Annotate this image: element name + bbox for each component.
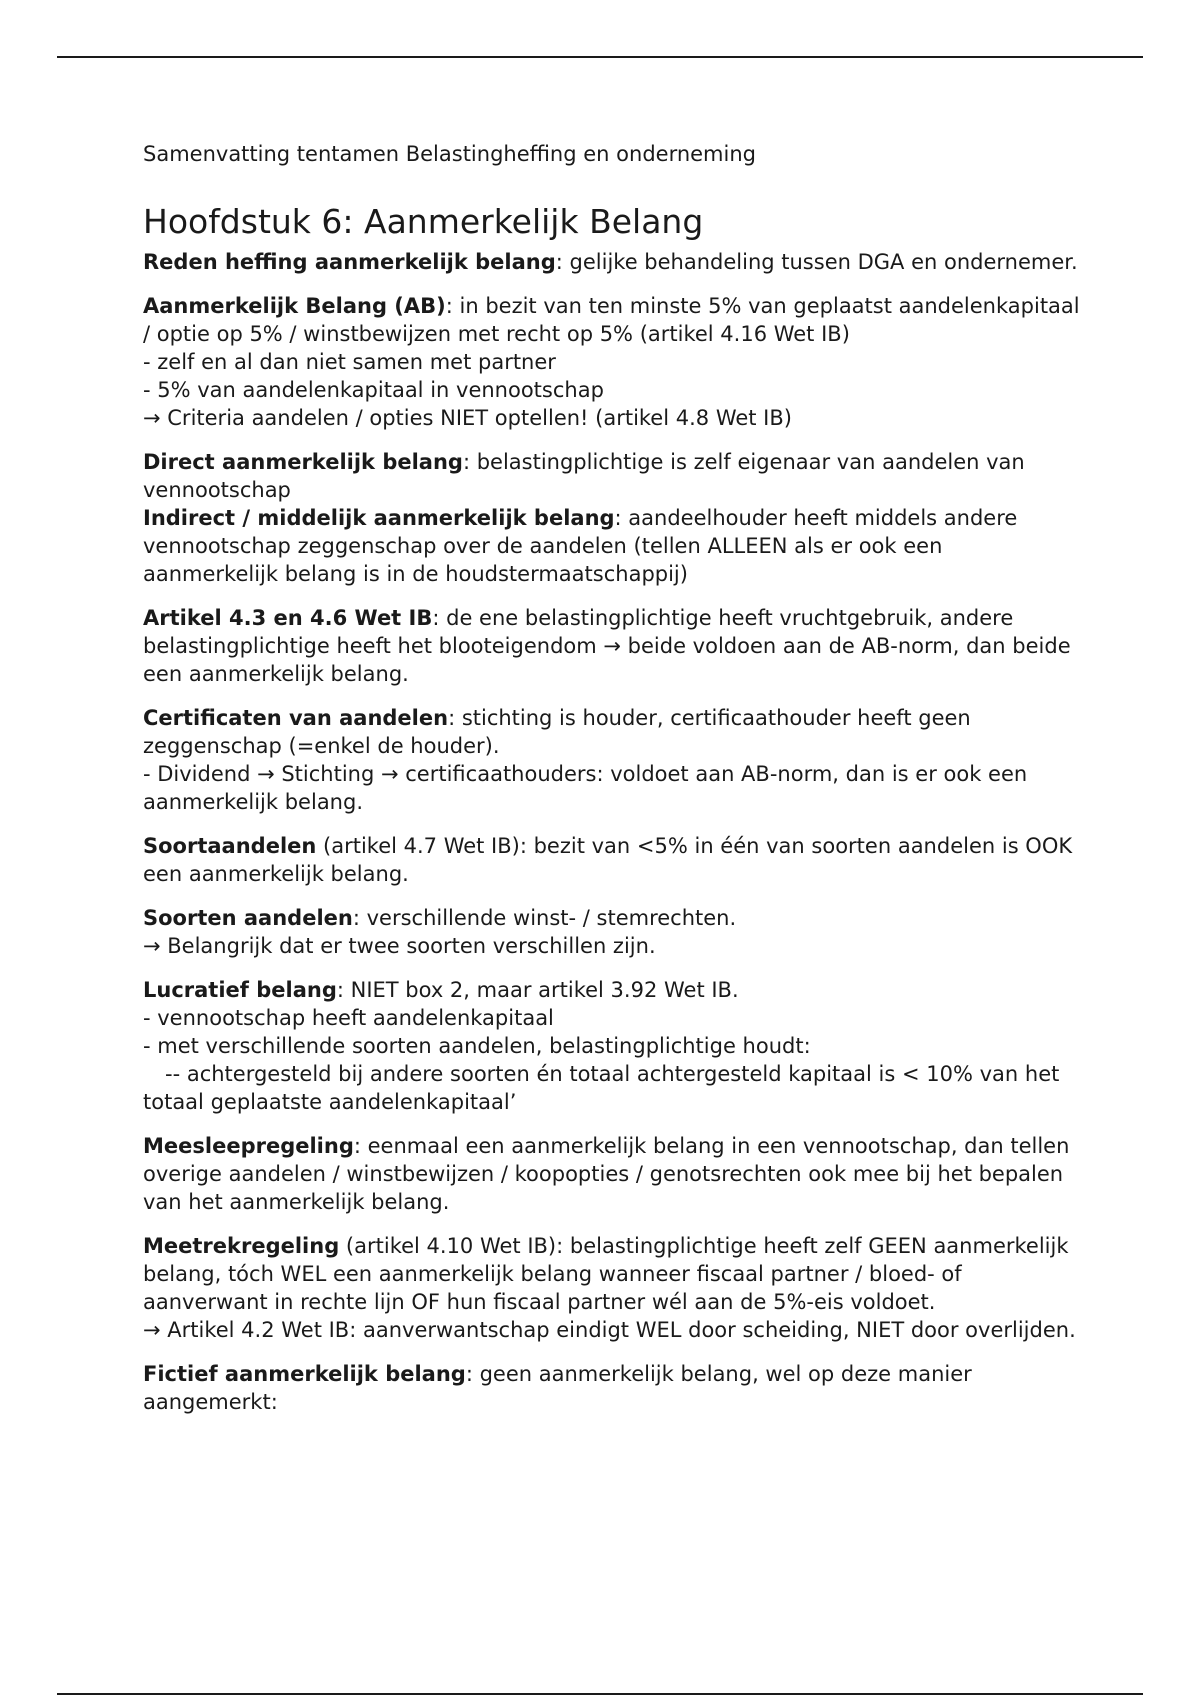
- definition: : stichting is houder, certificaathouder heeft geen zeggenschap (=enkel de houder).: [143, 706, 971, 758]
- list-item: → Criteria aandelen / opties NIET optellen! (artikel 4.8 Wet IB): [143, 406, 792, 430]
- term: Meetrekregeling: [143, 1234, 340, 1258]
- definition: : NIET box 2, maar artikel 3.92 Wet IB.: [336, 978, 739, 1002]
- definition: : belastingplichtige is zelf eigenaar van aandelen van vennootschap: [143, 450, 1025, 502]
- section-artikel-4-3: [143, 604, 1083, 688]
- section-aanmerkelijk-belang: [143, 292, 1083, 432]
- term: Fictief aanmerkelijk belang: [143, 1362, 466, 1386]
- definition: : aandeelhouder heeft middels andere vennootschap zeggenschap over de aandelen (tellen ALLEEN als er ook een aanmerkelijk belang is in de houdstermaatschappij): [143, 506, 1018, 586]
- list-item: - vennootschap heeft aandelenkapitaal: [143, 1006, 554, 1030]
- definition: : verschillende winst- / stemrechten.: [352, 906, 737, 930]
- sub-list-item: [143, 1060, 1083, 1116]
- list-item: → Artikel 4.2 Wet IB: aanverwantschap eindigt WEL door scheiding, NIET door overlijden.: [143, 1318, 1076, 1342]
- section-indirect: [143, 504, 1083, 588]
- list-item: - 5% van aandelenkapitaal in vennootschap: [143, 378, 604, 402]
- bottom-rule: [57, 1693, 1143, 1695]
- section-lucratief-belang: [143, 976, 1083, 1116]
- definition: : de ene belastingplichtige heeft vruchtgebruik, andere belastingplichtige heeft het blooteigendom → beide voldoen aan de AB-norm, dan beide een aanmerkelijk belang.: [143, 606, 1071, 686]
- list-item: - zelf en al dan niet samen met partner: [143, 350, 556, 374]
- term: Lucratief belang: [143, 978, 337, 1002]
- document-page: [143, 140, 1083, 1432]
- definition: : gelijke behandeling tussen DGA en ondernemer.: [555, 250, 1078, 274]
- section-direct: [143, 448, 1083, 504]
- term: Artikel 4.3 en 4.6 Wet IB: [143, 606, 433, 630]
- definition: (artikel 4.10 Wet IB): belastingplichtige heeft zelf GEEN aanmerkelijk belang, tóch WEL een aanmerkelijk belang wanneer fiscaal partner / bloed- of aanverwant in rechte lijn OF hun fiscaal partner wél aan de 5%-eis voldoet.: [143, 1234, 1069, 1314]
- section-soortaandelen: [143, 832, 1083, 888]
- term: Aanmerkelijk Belang (AB): [143, 294, 446, 318]
- list-item: - met verschillende soorten aandelen, belastingplichtige houdt:: [143, 1034, 811, 1058]
- definition: (artikel 4.7 Wet IB): bezit van <5% in één van soorten aandelen is OOK een aanmerkelijk belang.: [143, 834, 1073, 886]
- definition: : eenmaal een aanmerkelijk belang in een vennootschap, dan tellen overige aandelen / winstbewijzen / koopopties / genotsrechten ook mee bij het bepalen van het aanmerkelijk belang.: [143, 1134, 1070, 1214]
- term: Reden heffing aanmerkelijk belang: [143, 250, 556, 274]
- section-fictief: [143, 1360, 1083, 1416]
- term: Certificaten van aandelen: [143, 706, 449, 730]
- term: Direct aanmerkelijk belang: [143, 450, 463, 474]
- term: Meesleepregeling: [143, 1134, 354, 1158]
- definition: : geen aanmerkelijk belang, wel op deze manier aangemerkt:: [143, 1362, 972, 1414]
- term: Soorten aandelen: [143, 906, 353, 930]
- section-certificaten: [143, 704, 1083, 816]
- definition: : in bezit van ten minste 5% van geplaatst aandelenkapitaal / optie op 5% / winstbewijzen met recht op 5% (artikel 4.16 Wet IB): [143, 294, 1080, 346]
- section-meesleepregeling: [143, 1132, 1083, 1216]
- section-meetrekregeling: [143, 1232, 1083, 1344]
- term: Indirect / middelijk aanmerkelijk belang: [143, 506, 615, 530]
- sub-list-item-text: -- achtergesteld bij andere soorten én totaal achtergesteld kapitaal is < 10% van het totaal geplaatste aandelenkapitaal’: [143, 1062, 1060, 1114]
- section-reden: [143, 248, 1083, 276]
- term: Soortaandelen: [143, 834, 317, 858]
- section-soorten-aandelen: [143, 904, 1083, 960]
- list-item: - Dividend → Stichting → certificaathouders: voldoet aan AB-norm, dan is er ook een aanmerkelijk belang.: [143, 762, 1028, 814]
- document-title: Samenvatting tentamen Belastingheffing en onderneming: [143, 142, 756, 166]
- chapter-heading: Hoofdstuk 6: Aanmerkelijk Belang: [143, 202, 704, 241]
- top-rule: [57, 56, 1143, 58]
- list-item: → Belangrijk dat er twee soorten verschillen zijn.: [143, 934, 656, 958]
